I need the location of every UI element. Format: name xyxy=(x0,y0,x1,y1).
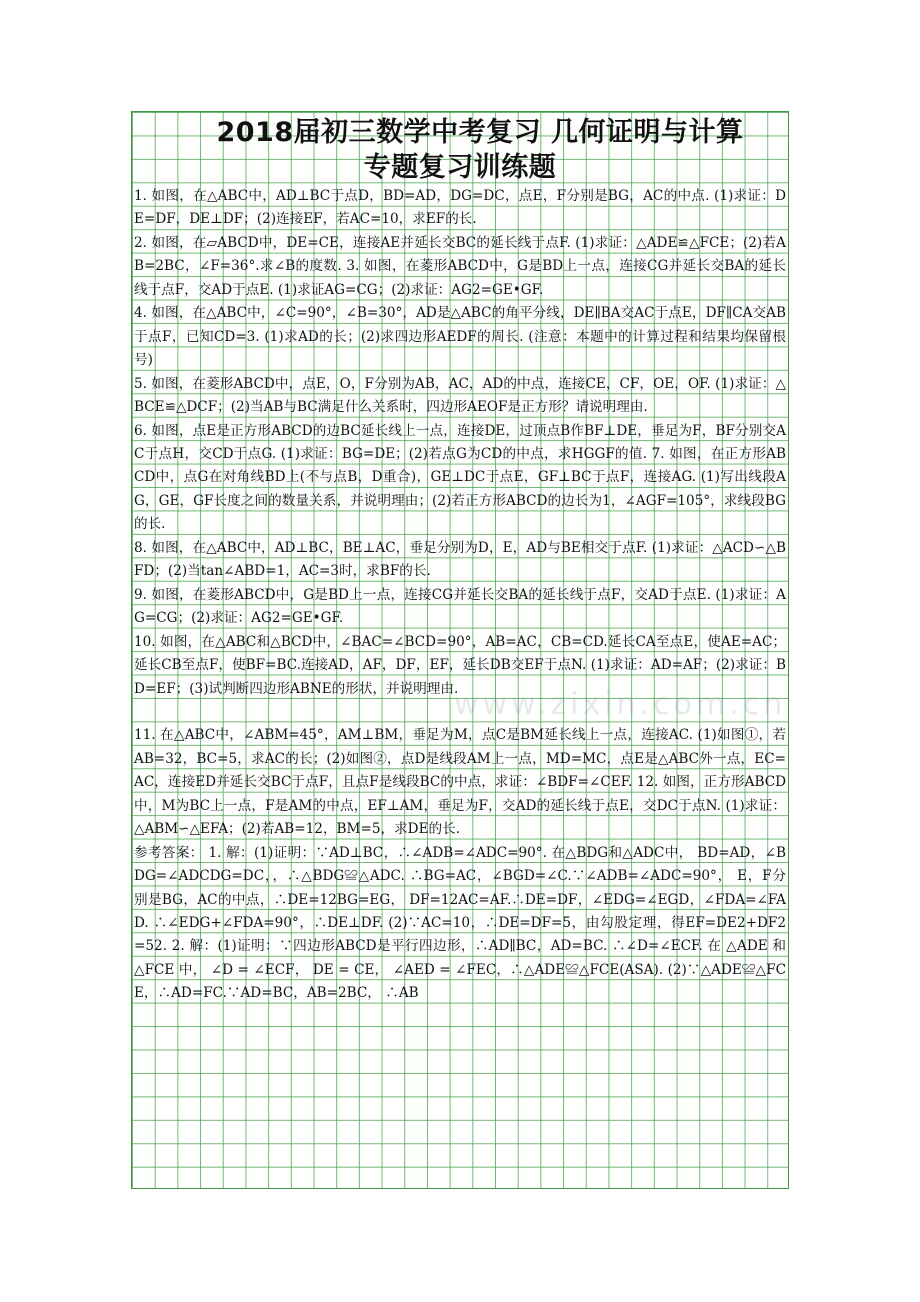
problem-2-3: 2. 如图，在▱ABCD中，DE=CE，连接AE并延长交BC的延长线于点F. (1)求证：△ADE≌△FCE；(2)若AB=2BC，∠F=36°.求∠B的度数. 3. 如图，在菱形ABCD中，G是BD上一点，连接CG并延长交BA的延长线于点F，交AD于点E. (1)求证AG=CG；(2)求证：AG2=GE•GF. xyxy=(134,234,786,298)
document-content xyxy=(132,112,788,1188)
problem-4: 4. 如图，在△ABC中，∠C=90°，∠B=30°，AD是△ABC的角平分线，DE∥BA交AC于点E，DF∥CA交AB于点F，已知CD=3. (1)求AD的长；(2)求四边形AEDF的周长. (注意：本题中的计算过程和结果均保留根号) xyxy=(134,305,786,369)
document-subtitle: 专题复习训练题 xyxy=(363,152,557,183)
problem-8: 8. 如图，在△ABC中，AD⊥BC，BE⊥AC，垂足分别为D，E，AD与BE相交于点F. (1)求证：△ACD∽△BFD；(2)当tan∠ABD=1，AC=3时，求BF的长. xyxy=(134,539,786,580)
problem-1: 1. 如图，在△ABC中，AD⊥BC于点D，BD=AD，DG=DC，点E，F分别是BG，AC的中点. (1)求证：DE=DF，DE⊥DF；(2)连接EF，若AC=10，求EF的长. xyxy=(134,188,786,228)
grid-paper xyxy=(131,111,789,1189)
problem-10: 10. 如图，在△ABC和△BCD中，∠BAC=∠BCD=90°，AB=AC，CB=CD.延长CA至点E，使AE=AC；延长CB至点F，使BF=BC.连接AD，AF，DF，EF，延长DB交EF于点N. (1)求证：AD=AF；(2)求证：BD=EF；(3)试判断四边形ABNE的形状，并说明理由. xyxy=(134,633,786,697)
problem-11-12: 11. 在△ABC中，∠ABM=45°，AM⊥BM，垂足为M，点C是BM延长线上一点，连接AC. (1)如图①，若AB=32，BC=5，求AC的长；(2)如图②，点D是线段AM上一点，MD=MC，点E是△ABC外一点，EC=AC，连接ED并延长交BC于点F，且点F是线段BC的中点，求证：∠BDF=∠CEF. 12. 如图，正方形ABCD中，M为BC上一点，F是AM的中点，EF⊥AM，垂足为F，交AD的延长线于点E，交DC于点N. (1)求证：△ABM∽△EFA；(2)若AB=12，BM=5，求DE的长. xyxy=(134,727,786,838)
problem-6-7: 6. 如图，点E是正方形ABCD的边BC延长线上一点，连接DE，过顶点B作BF⊥DE，垂足为F，BF分别交AC于点H，交CD于点G. (1)求证：BG=DE；(2)若点G为CD的中点，求HGGF的值. 7. 如图，在正方形ABCD中，点G在对角线BD上(不与点B，D重合)，GE⊥DC于点E，GF⊥BC于点F，连接AG. (1)写出线段AG，GE，GF长度之间的数量关系，并说明理由；(2)若正方形ABCD的边长为1，∠AGF=105°，求线段BG的长. xyxy=(134,422,786,533)
problem-5: 5. 如图，在菱形ABCD中，点E，O，F分别为AB，AC，AD的中点，连接CE，CF，OE，OF. (1)求证：△BCE≌△DCF；(2)当AB与BC满足什么关系时，四边形AEOF是正方形？请说明理由. xyxy=(134,375,786,416)
document-title: 2018届初三数学中考复习 几何证明与计算 xyxy=(216,117,744,148)
problem-9: 9. 如图，在菱形ABCD中，G是BD上一点，连接CG并延长交BA的延长线于点F，交AD于点E. (1)求证：AG=CG；(2)求证：AG2=GE•GF. xyxy=(134,586,786,627)
watermark: www.zixin.com.cn xyxy=(454,687,787,722)
answer-key: 参考答案： 1. 解：(1)证明：∵AD⊥BC，∴∠ADB=∠ADC=90°. 在△BDG和△ADC中， BD=AD，∠BDG=∠ADCDG=DC，，∴△BDG≌△ADC. ∴BG=AC，∠BGD=∠C.∵∠ADB=∠ADC=90°， E，F分别是BG，AC的中点，∴DE=12BG=EG， DF=12AC=AF.∴DE=DF，∠EDG=∠EGD，∠FDA=∠FAD. ∴∠EDG+∠FDA=90°，∴DE⊥DF. (2)∵AC=10，∴DE=DF=5，由勾股定理，得EF=DE2+DF2=52. 2. 解：(1)证明：∵四边形ABCD是平行四边形，∴AD∥BC，AD=BC. ∴∠D=∠ECF. 在 △ADE 和 △FCE 中， ∠D = ∠ECF， DE = CE， ∠AED = ∠FEC，∴△ADE≌△FCE(ASA). (2)∵△ADE≌△FCE，∴AD=FC.∵AD=BC，AB=2BC， ∴AB xyxy=(134,844,786,1002)
blank-line xyxy=(132,701,788,724)
